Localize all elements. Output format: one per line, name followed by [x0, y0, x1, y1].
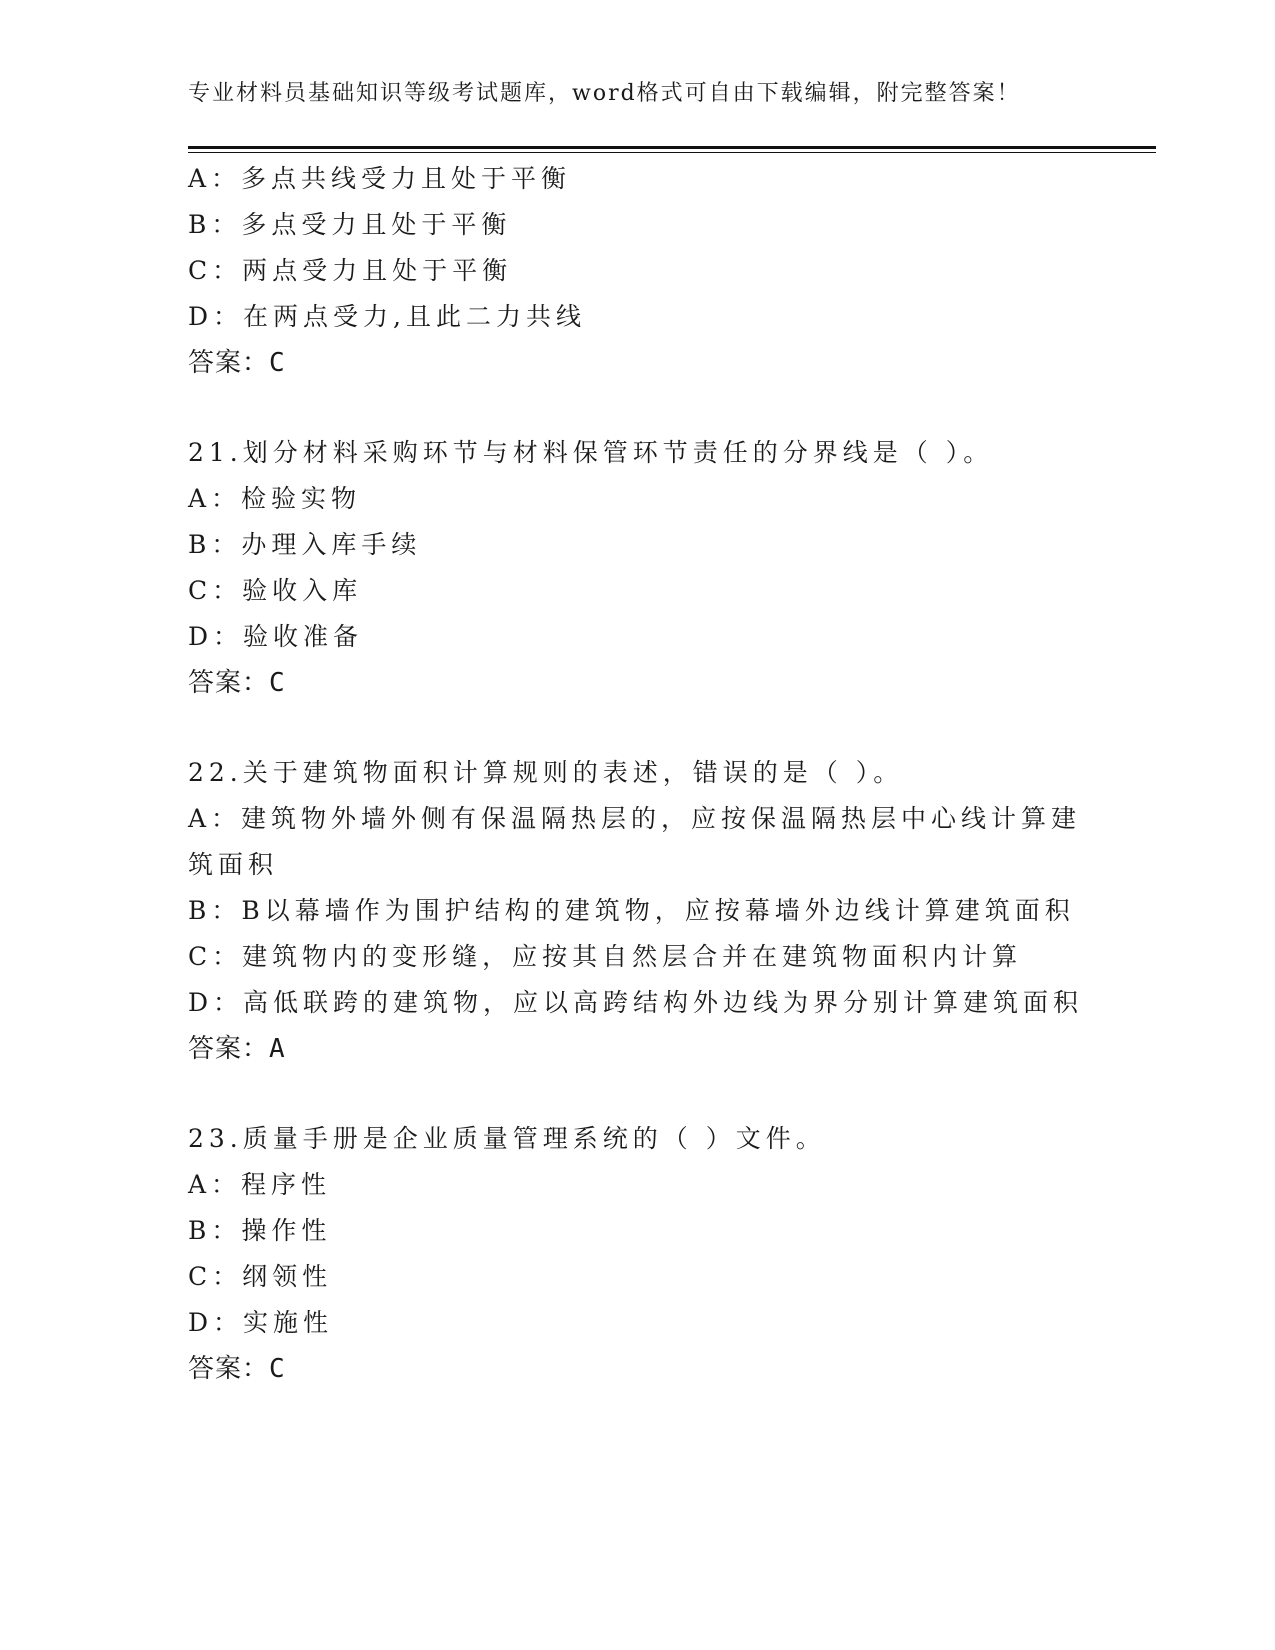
option-d: D：验收准备 — [188, 622, 364, 651]
answer-line — [188, 340, 1088, 386]
answer-value: C — [269, 1354, 286, 1384]
spacer — [188, 1072, 1088, 1116]
option-c: C：建筑物内的变形缝，应按其自然层合并在建筑物面积内计算 — [188, 942, 1023, 971]
option-c: C：验收入库 — [188, 576, 363, 605]
option-d: D：高低联跨的建筑物，应以高跨结构外边线为界分别计算建筑面积 — [188, 988, 1084, 1017]
answer-label: 答案： — [188, 1034, 270, 1064]
answer-value: A — [269, 1034, 286, 1064]
option-a: A：多点共线受力且处于平衡 — [188, 164, 572, 193]
answer-value: C — [269, 348, 286, 378]
option-a: A：检验实物 — [188, 484, 362, 513]
question-stem: 23.质量手册是企业质量管理系统的（ ）文件。 — [188, 1124, 826, 1153]
question-stem: 21.划分材料采购环节与材料保管环节责任的分界线是（ ）。 — [188, 438, 994, 467]
answer-value: C — [269, 668, 286, 698]
question-22 — [188, 750, 1088, 1072]
spacer — [188, 386, 1088, 430]
option-b: B：多点受力且处于平衡 — [188, 210, 512, 239]
answer-line — [188, 1026, 1088, 1072]
answer-label: 答案： — [188, 1354, 270, 1384]
question-list — [188, 156, 1088, 1392]
option-c: C：纲领性 — [188, 1262, 333, 1291]
option-d: D：实施性 — [188, 1308, 334, 1337]
question-23 — [188, 1116, 1088, 1392]
question-21 — [188, 430, 1088, 706]
option-d: D：在两点受力,且此二力共线 — [188, 302, 586, 331]
question-stem: 22.关于建筑物面积计算规则的表述，错误的是（ ）。 — [188, 758, 904, 787]
header-rule-thin — [188, 152, 1156, 153]
header-rule-thick — [188, 146, 1156, 149]
option-a: A：建筑物外墙外侧有保温隔热层的，应按保温隔热层中心线计算建筑面积 — [188, 804, 1082, 879]
answer-label: 答案： — [188, 348, 270, 378]
option-a: A：程序性 — [188, 1170, 332, 1199]
answer-line — [188, 660, 1088, 706]
answer-label: 答案： — [188, 668, 270, 698]
answer-line — [188, 1346, 1088, 1392]
spacer — [188, 706, 1088, 750]
option-b: B：操作性 — [188, 1216, 332, 1245]
option-c: C：两点受力且处于平衡 — [188, 256, 513, 285]
page-header: 专业材料员基础知识等级考试题库，word格式可自由下载编辑，附完整答案！ — [188, 81, 1021, 106]
option-b: B：办理入库手续 — [188, 530, 422, 559]
option-b: B：B以幕墙作为围护结构的建筑物，应按幕墙外边线计算建筑面积 — [188, 896, 1075, 925]
question-20 — [188, 156, 1088, 386]
